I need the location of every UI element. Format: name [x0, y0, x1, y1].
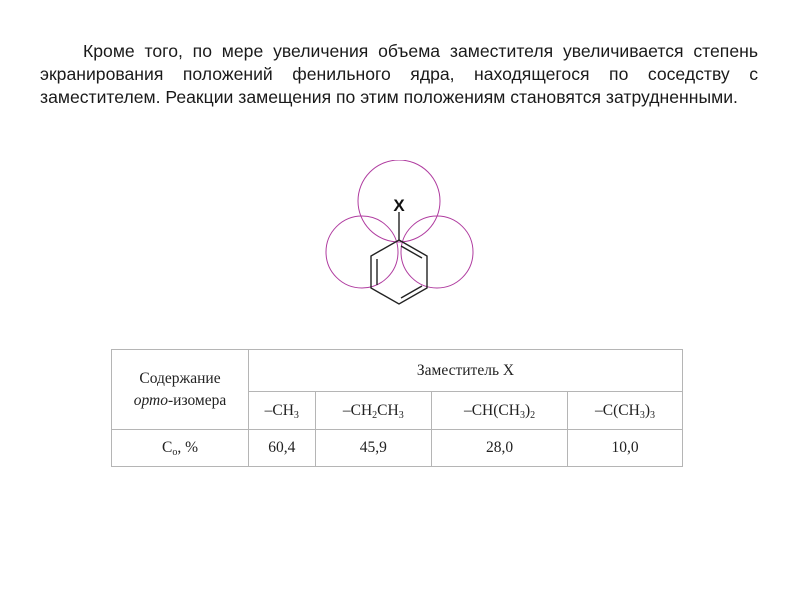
corner-header-rest: -изомера	[167, 391, 227, 409]
value-cell: 10,0	[568, 430, 683, 467]
value-cell: 45,9	[315, 430, 432, 467]
corner-header-italic: орто	[133, 391, 168, 409]
row-label-cell: $C_o$, %	[112, 430, 249, 467]
value-cell: 28,0	[432, 430, 568, 467]
body-paragraph: Кроме того, по мере увеличения объема заместителя увеличивается степень экранирования положений фенильного ядра, находящегося по соседству с заместителем. Реакции замещения по этим положениям становятся затрудненными.	[40, 41, 758, 107]
benzene-molecule-diagram	[320, 160, 480, 310]
group-header-cell: Заместитель X	[249, 350, 683, 392]
column-header-isopropyl: $-CH(CH_3)_2$	[432, 392, 568, 430]
value-cell: 60,4	[249, 430, 316, 467]
column-header-ethyl: $-CH_2CH_3$	[315, 392, 432, 430]
column-header-methyl: $-CH_3$	[249, 392, 316, 430]
substituent-label: X	[393, 196, 405, 215]
corner-header-cell	[112, 350, 249, 430]
benzene-ring	[371, 240, 427, 304]
ortho-left-circle	[326, 216, 398, 288]
column-header-tert-butyl: $-C(CH_3)_3$	[568, 392, 683, 430]
ortho-isomer-table	[111, 349, 683, 467]
corner-header-line1: Содержание	[139, 369, 221, 387]
